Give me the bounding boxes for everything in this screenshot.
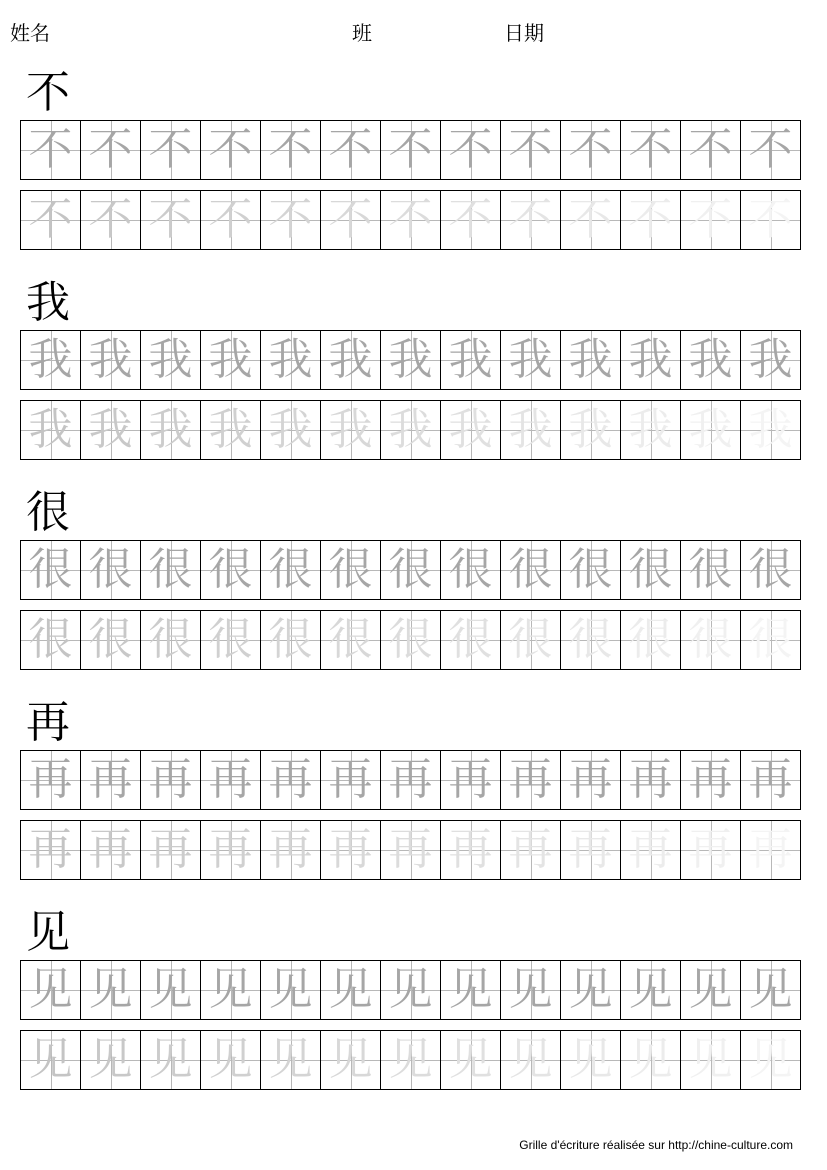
trace-character: 我 [688,404,733,455]
grid-cell[interactable] [741,191,800,249]
trace-character: 不 [448,124,493,175]
grid-cell[interactable] [261,961,321,1019]
grid-cell[interactable] [681,751,741,809]
grid-cell[interactable] [81,191,141,249]
trace-character: 很 [148,614,193,665]
trace-character: 见 [628,964,673,1015]
trace-character: 我 [268,334,313,385]
trace-character: 我 [28,334,73,385]
grid-cell[interactable] [741,751,800,809]
trace-character: 再 [508,824,553,875]
grid-cell[interactable] [201,821,261,879]
grid-cell[interactable] [741,331,800,389]
trace-row-fading [20,820,801,880]
grid-cell[interactable] [501,401,561,459]
trace-character: 很 [268,544,313,595]
grid-cell[interactable] [21,541,81,599]
grid-cell[interactable] [681,191,741,249]
grid-cell[interactable] [21,401,81,459]
grid-cell[interactable] [381,821,441,879]
grid-cell[interactable] [561,961,621,1019]
trace-character: 见 [688,1034,733,1085]
trace-character: 很 [208,544,253,595]
grid-cell[interactable] [741,401,800,459]
trace-character: 见 [268,1034,313,1085]
trace-character: 见 [748,1034,793,1085]
trace-character: 很 [88,544,133,595]
grid-cell[interactable] [321,961,381,1019]
trace-character: 再 [448,824,493,875]
footer-credit: Grille d'écriture réalisée sur http://chine-culture.com [519,1138,793,1152]
grid-cell[interactable] [741,541,800,599]
grid-cell[interactable] [501,821,561,879]
trace-character: 不 [328,194,373,245]
trace-row-fading [20,400,801,460]
trace-character: 我 [628,404,673,455]
grid-cell[interactable] [381,611,441,669]
trace-character: 不 [628,194,673,245]
trace-character: 很 [628,544,673,595]
grid-cell[interactable] [321,541,381,599]
trace-character: 见 [328,964,373,1015]
grid-cell[interactable] [321,331,381,389]
class-label: 班 [352,21,372,45]
grid-cell[interactable] [501,121,561,179]
grid-cell[interactable] [741,121,800,179]
grid-cell[interactable] [21,191,81,249]
grid-cell[interactable] [81,401,141,459]
trace-character: 我 [568,404,613,455]
trace-character: 见 [508,964,553,1015]
trace-character: 很 [748,544,793,595]
grid-cell[interactable] [681,331,741,389]
grid-cell[interactable] [141,331,201,389]
trace-character: 再 [748,824,793,875]
trace-character: 很 [568,544,613,595]
trace-row-fading [20,190,801,250]
grid-cell[interactable] [741,961,800,1019]
trace-character: 不 [268,194,313,245]
trace-character: 不 [748,124,793,175]
trace-character: 再 [328,754,373,805]
trace-character: 再 [628,824,673,875]
grid-cell[interactable] [201,331,261,389]
grid-cell[interactable] [621,121,681,179]
trace-character: 见 [388,1034,433,1085]
grid-cell[interactable] [141,191,201,249]
grid-cell[interactable] [81,611,141,669]
grid-cell[interactable] [321,1031,381,1089]
grid-cell[interactable] [681,121,741,179]
grid-cell[interactable] [381,751,441,809]
grid-cell[interactable] [201,191,261,249]
name-label: 姓名 [10,21,50,45]
trace-character: 见 [688,964,733,1015]
trace-character: 再 [268,754,313,805]
trace-character: 很 [328,614,373,665]
grid-cell[interactable] [501,1031,561,1089]
trace-character: 很 [748,614,793,665]
trace-character: 再 [388,754,433,805]
trace-character: 不 [148,124,193,175]
grid-cell[interactable] [621,751,681,809]
trace-character: 我 [748,404,793,455]
grid-cell[interactable] [81,821,141,879]
trace-row-fading [20,610,801,670]
grid-cell[interactable] [381,541,441,599]
trace-row-dark [20,750,801,810]
trace-character: 很 [208,614,253,665]
grid-cell[interactable] [621,331,681,389]
trace-character: 再 [88,754,133,805]
grid-cell[interactable] [201,611,261,669]
trace-character: 我 [688,334,733,385]
model-character: 我 [26,277,70,328]
trace-character: 不 [268,124,313,175]
grid-cell[interactable] [381,121,441,179]
trace-character: 我 [628,334,673,385]
trace-character: 我 [208,404,253,455]
trace-character: 很 [448,614,493,665]
trace-character: 见 [88,964,133,1015]
grid-cell[interactable] [141,611,201,669]
trace-character: 见 [748,964,793,1015]
trace-character: 不 [748,194,793,245]
trace-character: 不 [88,194,133,245]
trace-character: 不 [88,124,133,175]
grid-cell[interactable] [201,1031,261,1089]
grid-cell[interactable] [441,121,501,179]
grid-cell[interactable] [21,751,81,809]
grid-cell[interactable] [681,961,741,1019]
grid-cell[interactable] [81,541,141,599]
trace-character: 见 [508,1034,553,1085]
trace-character: 很 [508,544,553,595]
trace-character: 很 [688,614,733,665]
grid-cell[interactable] [561,121,621,179]
trace-character: 我 [568,334,613,385]
grid-cell[interactable] [501,611,561,669]
grid-cell[interactable] [381,961,441,1019]
grid-cell[interactable] [501,331,561,389]
grid-cell[interactable] [321,821,381,879]
grid-cell[interactable] [441,401,501,459]
grid-cell[interactable] [561,191,621,249]
trace-character: 很 [448,544,493,595]
trace-character: 再 [208,824,253,875]
trace-row-dark [20,120,801,180]
grid-cell[interactable] [81,331,141,389]
trace-character: 不 [568,194,613,245]
trace-character: 很 [28,614,73,665]
grid-cell[interactable] [441,331,501,389]
trace-character: 我 [328,334,373,385]
trace-character: 我 [388,404,433,455]
grid-cell[interactable] [201,541,261,599]
trace-character: 我 [88,334,133,385]
grid-cell[interactable] [441,751,501,809]
grid-cell[interactable] [321,121,381,179]
grid-cell[interactable] [21,121,81,179]
trace-character: 很 [568,614,613,665]
grid-cell[interactable] [561,751,621,809]
grid-cell[interactable] [21,331,81,389]
grid-cell[interactable] [621,541,681,599]
trace-character: 再 [88,824,133,875]
trace-character: 很 [328,544,373,595]
model-character: 不 [26,67,70,118]
trace-character: 见 [448,1034,493,1085]
grid-cell[interactable] [321,751,381,809]
trace-character: 不 [208,124,253,175]
trace-character: 不 [688,194,733,245]
trace-character: 再 [388,824,433,875]
trace-character: 见 [388,964,433,1015]
grid-cell[interactable] [21,821,81,879]
trace-character: 我 [148,334,193,385]
trace-character: 我 [388,334,433,385]
trace-character: 我 [88,404,133,455]
grid-cell[interactable] [321,191,381,249]
grid-cell[interactable] [81,1031,141,1089]
trace-character: 再 [28,754,73,805]
trace-character: 见 [628,1034,673,1085]
grid-cell[interactable] [621,401,681,459]
model-character: 很 [26,487,70,538]
grid-cell[interactable] [81,751,141,809]
trace-character: 很 [88,614,133,665]
grid-cell[interactable] [261,191,321,249]
grid-cell[interactable] [141,821,201,879]
trace-character: 再 [448,754,493,805]
trace-character: 我 [508,334,553,385]
grid-cell[interactable] [201,961,261,1019]
trace-character: 再 [148,824,193,875]
trace-character: 见 [568,964,613,1015]
trace-character: 不 [388,124,433,175]
grid-cell[interactable] [381,191,441,249]
trace-character: 再 [208,754,253,805]
trace-character: 再 [628,754,673,805]
trace-character: 见 [448,964,493,1015]
grid-cell[interactable] [621,191,681,249]
grid-cell[interactable] [381,1031,441,1089]
grid-cell[interactable] [21,1031,81,1089]
trace-character: 见 [148,1034,193,1085]
grid-cell[interactable] [741,1031,800,1089]
trace-character: 很 [628,614,673,665]
grid-cell[interactable] [81,121,141,179]
grid-cell[interactable] [501,191,561,249]
grid-cell[interactable] [621,1031,681,1089]
trace-character: 不 [508,124,553,175]
grid-cell[interactable] [441,611,501,669]
model-character: 再 [26,697,70,748]
grid-cell[interactable] [561,611,621,669]
grid-cell[interactable] [681,821,741,879]
grid-cell[interactable] [141,1031,201,1089]
trace-character: 见 [28,964,73,1015]
trace-character: 再 [28,824,73,875]
grid-cell[interactable] [621,961,681,1019]
trace-character: 我 [508,404,553,455]
trace-character: 见 [208,964,253,1015]
grid-cell[interactable] [561,331,621,389]
trace-character: 不 [208,194,253,245]
grid-cell[interactable] [681,541,741,599]
model-character: 见 [26,907,70,958]
grid-cell[interactable] [141,401,201,459]
grid-cell[interactable] [141,961,201,1019]
grid-cell[interactable] [261,401,321,459]
grid-cell[interactable] [141,121,201,179]
trace-character: 我 [208,334,253,385]
trace-character: 很 [388,614,433,665]
trace-character: 我 [148,404,193,455]
grid-cell[interactable] [441,191,501,249]
grid-cell[interactable] [381,331,441,389]
trace-character: 很 [388,544,433,595]
trace-character: 再 [568,754,613,805]
grid-cell[interactable] [681,1031,741,1089]
trace-row-dark [20,540,801,600]
grid-cell[interactable] [321,401,381,459]
trace-character: 我 [28,404,73,455]
trace-character: 我 [448,334,493,385]
trace-character: 见 [268,964,313,1015]
trace-character: 不 [388,194,433,245]
trace-character: 很 [508,614,553,665]
grid-cell[interactable] [501,541,561,599]
trace-character: 很 [268,614,313,665]
grid-cell[interactable] [561,541,621,599]
grid-cell[interactable] [621,821,681,879]
trace-character: 再 [268,824,313,875]
grid-cell[interactable] [261,121,321,179]
trace-character: 不 [508,194,553,245]
grid-cell[interactable] [441,1031,501,1089]
date-label: 日期 [504,21,544,45]
trace-character: 不 [148,194,193,245]
trace-character: 见 [88,1034,133,1085]
grid-cell[interactable] [21,611,81,669]
trace-character: 我 [448,404,493,455]
trace-character: 再 [148,754,193,805]
grid-cell[interactable] [561,1031,621,1089]
grid-cell[interactable] [141,541,201,599]
trace-row-dark [20,330,801,390]
grid-cell[interactable] [381,401,441,459]
trace-character: 不 [568,124,613,175]
grid-cell[interactable] [201,751,261,809]
grid-cell[interactable] [621,611,681,669]
trace-character: 我 [328,404,373,455]
grid-cell[interactable] [321,611,381,669]
trace-row-dark [20,960,801,1020]
grid-cell[interactable] [741,611,800,669]
grid-cell[interactable] [441,961,501,1019]
trace-character: 不 [28,124,73,175]
trace-character: 见 [208,1034,253,1085]
trace-character: 再 [508,754,553,805]
grid-cell[interactable] [561,821,621,879]
trace-character: 再 [328,824,373,875]
trace-character: 再 [688,824,733,875]
grid-cell[interactable] [261,541,321,599]
trace-character: 不 [28,194,73,245]
trace-character: 再 [688,754,733,805]
trace-character: 不 [688,124,733,175]
trace-character: 见 [28,1034,73,1085]
trace-character: 很 [28,544,73,595]
grid-cell[interactable] [201,121,261,179]
grid-cell[interactable] [441,541,501,599]
grid-cell[interactable] [261,1031,321,1089]
trace-character: 我 [748,334,793,385]
trace-character: 再 [568,824,613,875]
grid-cell[interactable] [501,751,561,809]
grid-cell[interactable] [741,821,800,879]
grid-cell[interactable] [501,961,561,1019]
trace-character: 我 [268,404,313,455]
grid-cell[interactable] [561,401,621,459]
trace-character: 不 [448,194,493,245]
grid-cell[interactable] [261,821,321,879]
grid-cell[interactable] [201,401,261,459]
trace-character: 很 [148,544,193,595]
trace-character: 见 [148,964,193,1015]
trace-row-fading [20,1030,801,1090]
grid-cell[interactable] [261,611,321,669]
trace-character: 再 [748,754,793,805]
grid-cell[interactable] [141,751,201,809]
grid-cell[interactable] [681,611,741,669]
grid-cell[interactable] [261,751,321,809]
trace-character: 很 [688,544,733,595]
grid-cell[interactable] [681,401,741,459]
trace-character: 不 [628,124,673,175]
grid-cell[interactable] [261,331,321,389]
trace-character: 见 [328,1034,373,1085]
trace-character: 不 [328,124,373,175]
grid-cell[interactable] [21,961,81,1019]
grid-cell[interactable] [81,961,141,1019]
grid-cell[interactable] [441,821,501,879]
trace-character: 见 [568,1034,613,1085]
